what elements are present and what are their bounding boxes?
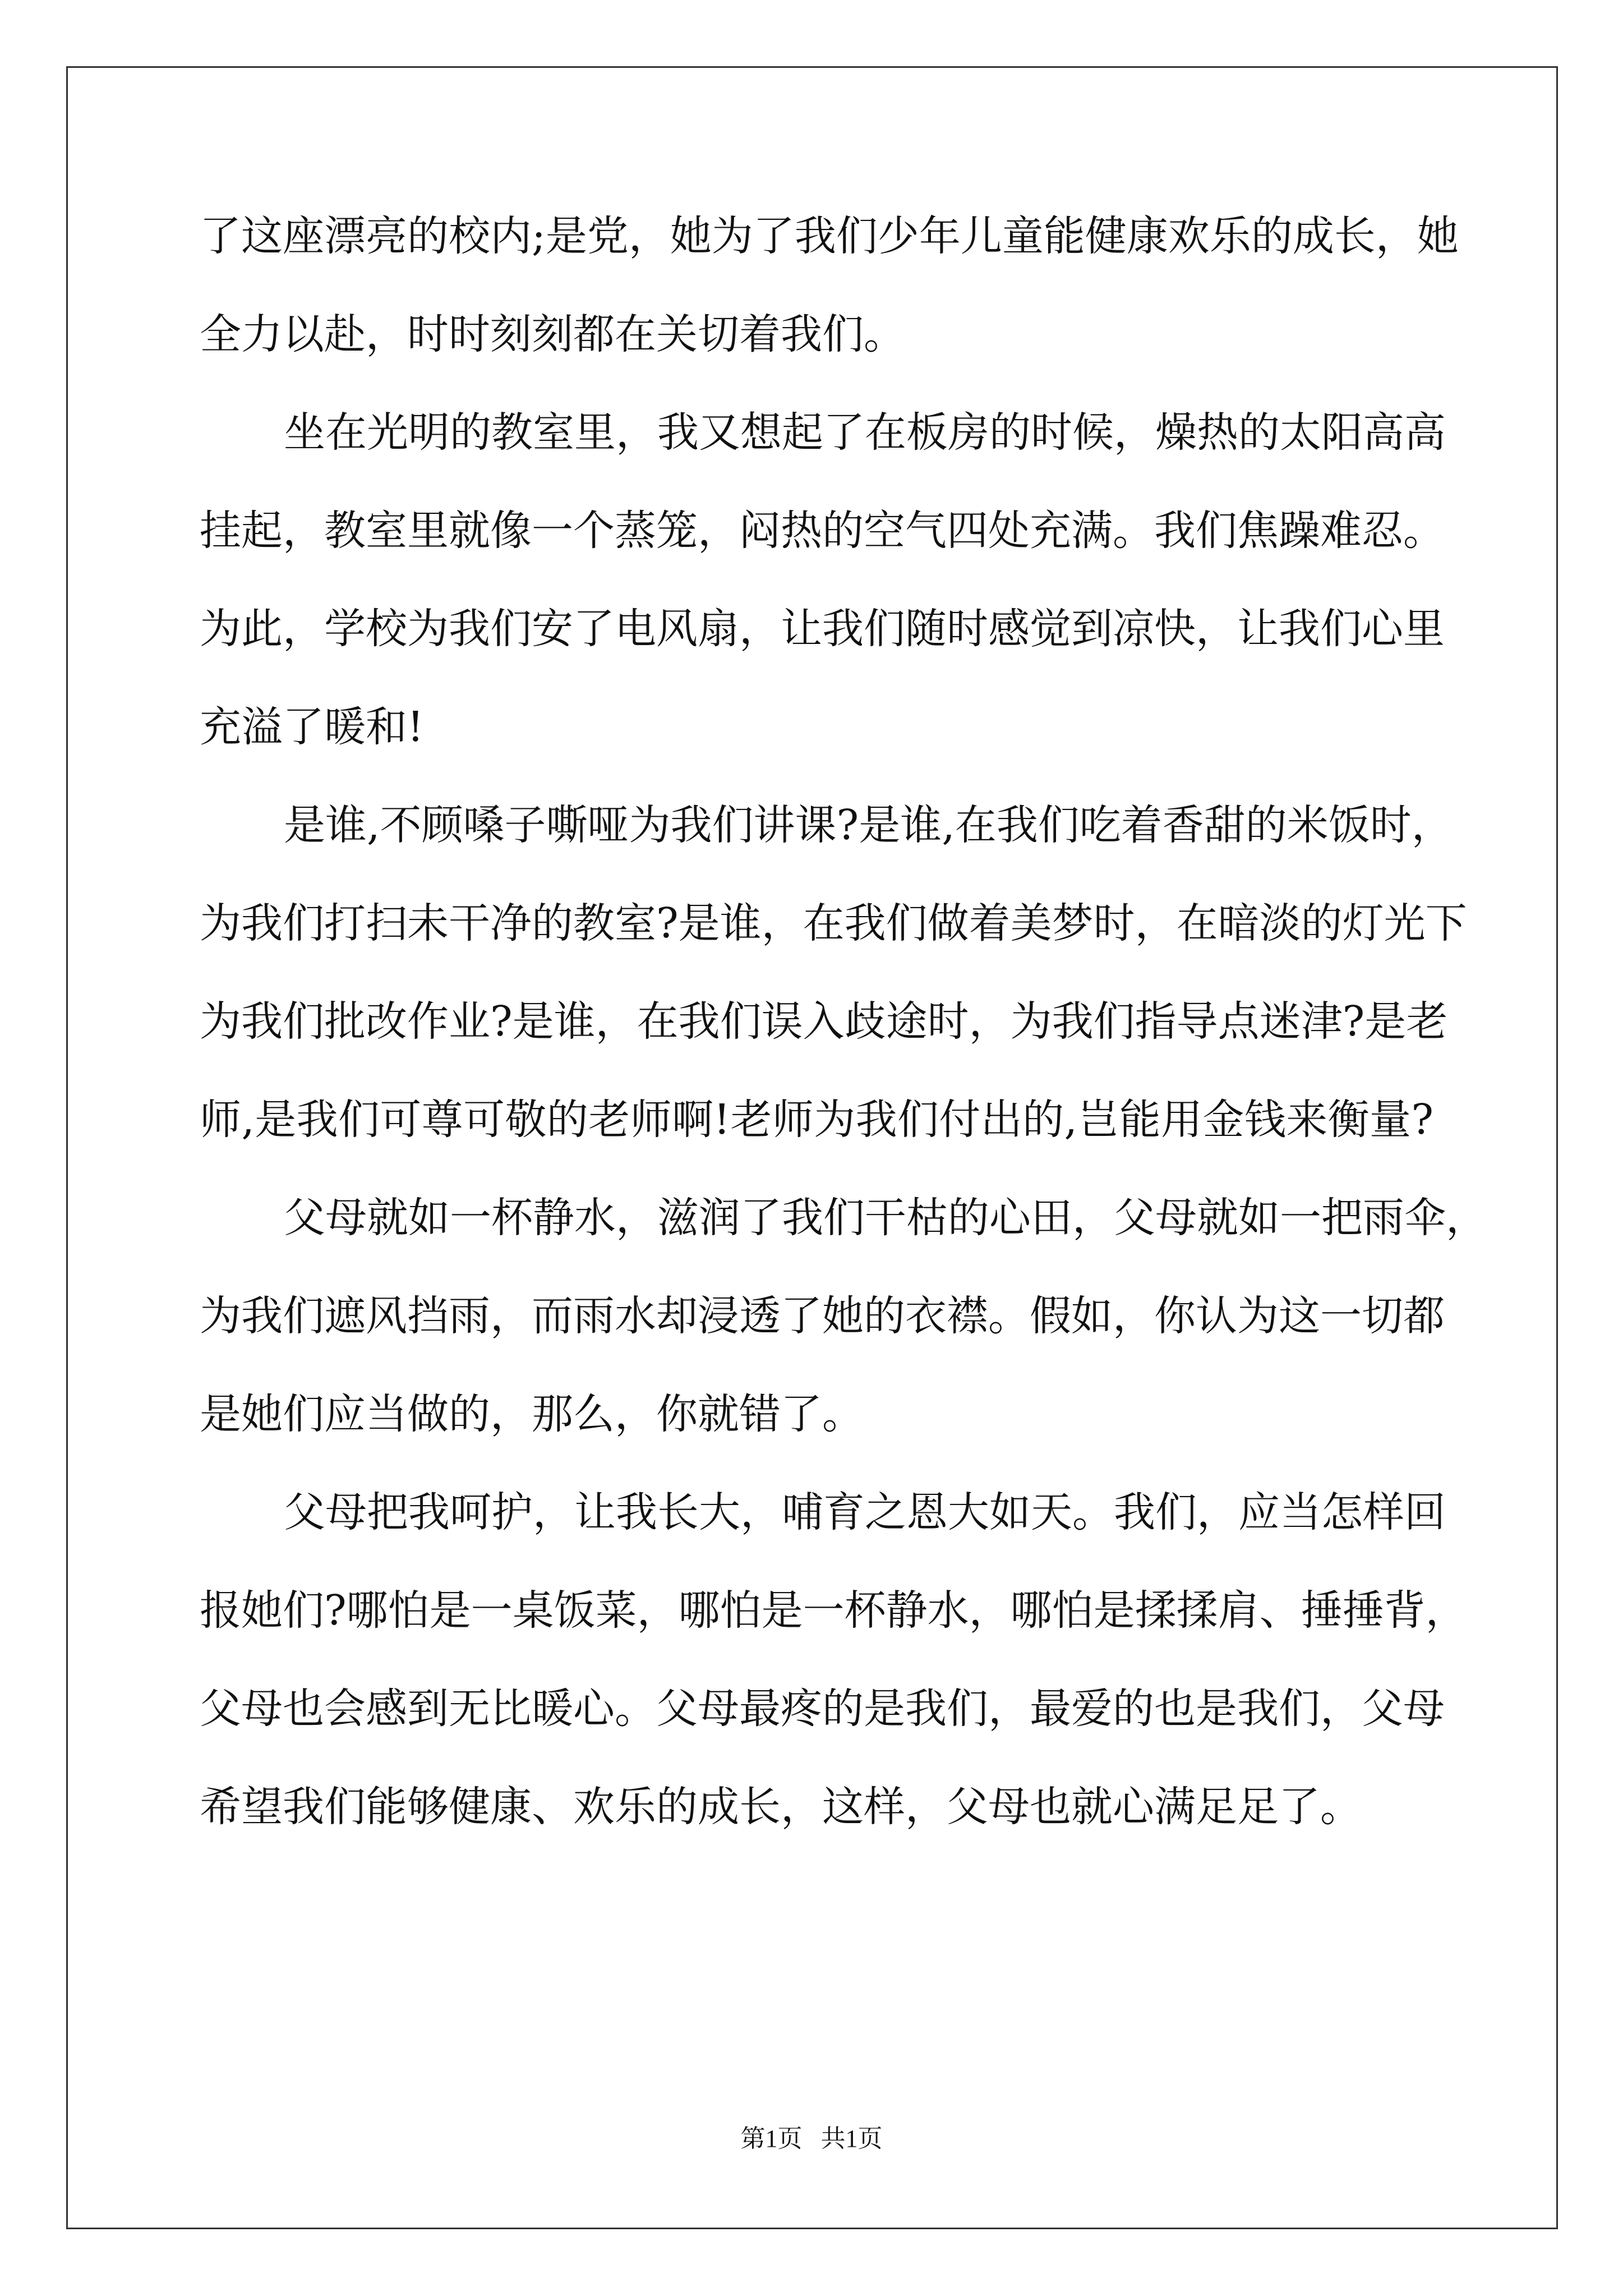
text-line: 了这座漂亮的校内;是党，她为了我们少年儿童能健康欢乐的成长，她 bbox=[200, 212, 1459, 260]
text-line: 师,是我们可尊可敬的老师啊!老师为我们付出的,岂能用金钱来衡量? bbox=[200, 1096, 1433, 1144]
text-line: 父母就如一杯静水，滋润了我们干枯的心田，父母就如一把雨伞， bbox=[284, 1194, 1487, 1242]
text-line: 为我们遮风挡雨，而雨水却浸透了她的衣襟。假如，你认为这一切都 bbox=[200, 1292, 1445, 1340]
text-line: 父母把我呵护，让我长大，哺育之恩大如天。我们，应当怎样回 bbox=[284, 1488, 1446, 1536]
text-line: 父母也会感到无比暖心。父母最疼的是我们，最爱的也是我们，父母 bbox=[200, 1685, 1445, 1733]
document-body bbox=[200, 212, 1487, 1882]
text-line: 为我们批改作业?是谁，在我们误入歧途时，为我们指导点迷津?是老 bbox=[200, 997, 1448, 1046]
text-line: 为此，学校为我们安了电风扇，让我们随时感觉到凉快，让我们心里 bbox=[200, 605, 1445, 653]
text-line: 希望我们能够健康、欢乐的成长，这样，父母也就心满足足了。 bbox=[200, 1783, 1362, 1831]
text-line: 坐在光明的教室里，我又想起了在板房的时候，燥热的太阳高高 bbox=[284, 408, 1446, 457]
text-line: 挂起，教室里就像一个蒸笼，闷热的空气四处充满。我们焦躁难忍。 bbox=[200, 507, 1445, 555]
text-line: 是谁,不顾嗓子嘶哑为我们讲课?是谁,在我们吃着香甜的米饭时， bbox=[284, 801, 1453, 849]
text-line: 是她们应当做的，那么，你就错了。 bbox=[200, 1390, 864, 1438]
text-line: 充溢了暖和! bbox=[200, 703, 424, 751]
text-line: 全力以赴，时时刻刻都在关切着我们。 bbox=[200, 310, 905, 358]
text-line: 为我们打扫未干净的教室?是谁，在我们做着美梦时，在暗淡的灯光下 bbox=[200, 899, 1467, 947]
page-number-footer: 第1页 共1页 bbox=[740, 2125, 883, 2152]
text-line: 报她们?哪怕是一桌饭菜，哪怕是一杯静水，哪怕是揉揉肩、捶捶背， bbox=[200, 1586, 1467, 1635]
